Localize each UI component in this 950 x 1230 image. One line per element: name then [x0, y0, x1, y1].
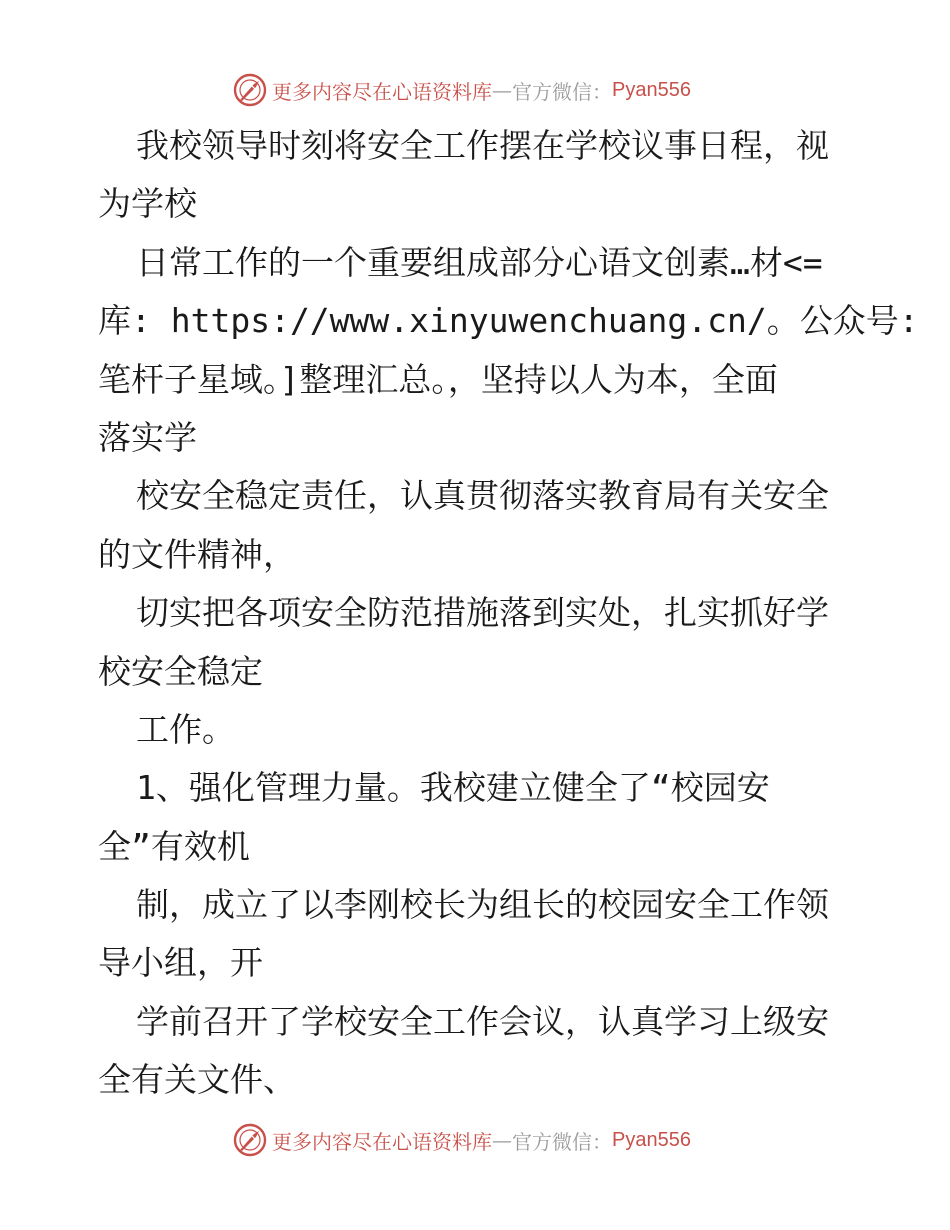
- paragraph-line: 校安全稳定责任，认真贯彻落实教育局有关安全: [136, 476, 829, 516]
- paragraph-line: 笔杆子星域。]整理汇总。，坚持以人为本，全面: [98, 359, 778, 399]
- paragraph-line: 库: https://www.xinyuwenchuang.cn/。公众号:: [98, 301, 919, 341]
- header-banner: [232, 70, 691, 110]
- paragraph-line: 全有关文件、: [98, 1060, 296, 1100]
- banner-title: 更多内容尽在心语资料库: [272, 1129, 492, 1154]
- paragraph-line: 切实把各项安全防范措施落到实处，扎实抓好学: [136, 593, 829, 633]
- paragraph-line: 制，成立了以李刚校长为组长的校园安全工作领: [136, 885, 829, 925]
- pen-nib-logo-icon: [232, 72, 268, 108]
- paragraph-line: 为学校: [98, 184, 197, 224]
- paragraph-line: 导小组，开: [98, 943, 263, 983]
- paragraph-line: 日常工作的一个重要组成部分心语文创素…材<=: [136, 242, 823, 282]
- footer-banner: [232, 1120, 691, 1160]
- banner-title: 更多内容尽在心语资料库: [272, 79, 492, 104]
- pen-nib-logo-icon: [232, 1122, 268, 1158]
- paragraph-line: 校安全稳定: [98, 651, 263, 691]
- paragraph-line: 工作。: [136, 709, 235, 749]
- paragraph-line: 落实学: [98, 417, 197, 457]
- banner-separator: —: [492, 78, 512, 102]
- paragraph-line: 的文件精神，: [98, 534, 296, 574]
- paragraph-line: 我校领导时刻将安全工作摆在学校议事日程，视: [136, 126, 829, 165]
- banner-wechat-label: 官方微信：: [512, 79, 612, 104]
- banner-wechat-id: Pyan556: [612, 78, 691, 101]
- paragraph-line: 学前召开了学校安全工作会议，认真学习上级安: [136, 1001, 829, 1041]
- banner-wechat-id: Pyan556: [612, 1128, 691, 1151]
- paragraph-line: 全”有效机: [98, 826, 250, 866]
- paragraph-line: 1、强化管理力量。我校建立健全了“校园安: [136, 768, 770, 808]
- document-body: [98, 117, 919, 1110]
- banner-separator: —: [492, 1128, 512, 1152]
- banner-wechat-label: 官方微信：: [512, 1129, 612, 1154]
